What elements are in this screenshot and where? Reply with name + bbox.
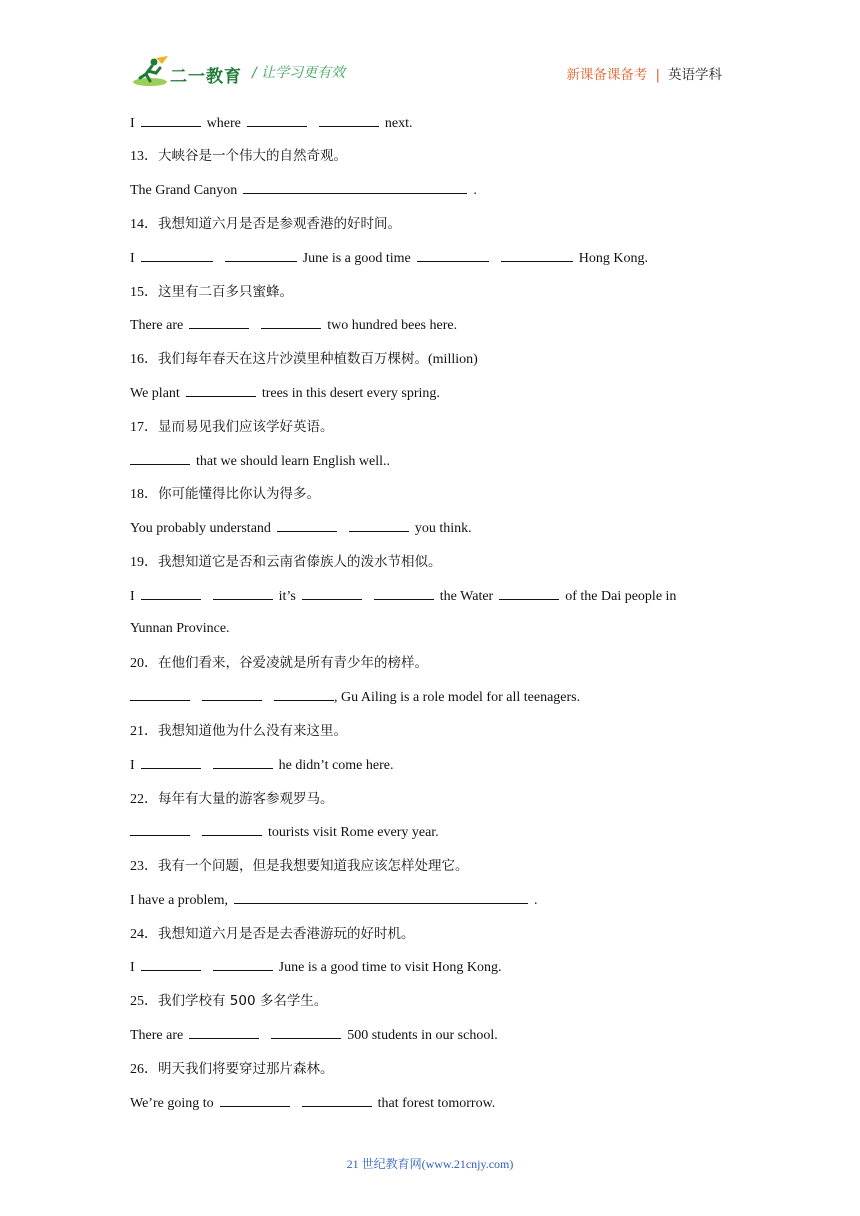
- answer-blank[interactable]: [141, 756, 201, 769]
- question-chinese: 我想知道它是否和云南省傣族人的泼水节相似。: [158, 554, 442, 570]
- line-text: Hong Kong.: [578, 251, 649, 266]
- answer-line-26: [130, 1094, 495, 1113]
- question-17: [130, 418, 334, 437]
- answer-line-19: [130, 587, 676, 606]
- line-text: where: [206, 116, 241, 131]
- logo: [132, 56, 242, 88]
- line-text: I: [130, 758, 135, 773]
- question-15: [130, 283, 293, 302]
- header-subject: [566, 63, 722, 83]
- answer-line-21: [130, 756, 393, 775]
- answer-line-16: [130, 384, 440, 403]
- line-text: .: [533, 893, 538, 908]
- answer-blank[interactable]: [274, 688, 334, 701]
- answer-line-12: [130, 114, 412, 133]
- answer-blank[interactable]: [189, 316, 249, 329]
- line-text: that we should learn English well..: [196, 454, 391, 469]
- question-chinese: 我们每年春天在这片沙漠里种植数百万棵树。: [158, 351, 428, 367]
- line-text: .: [473, 183, 477, 198]
- answer-blank[interactable]: [141, 587, 201, 600]
- line-text: of the Dai people in: [565, 589, 677, 604]
- answer-line-17: [130, 452, 390, 471]
- question-chinese: 大峡谷是一个伟大的自然奇观。: [158, 148, 347, 164]
- question-22: [130, 790, 334, 809]
- line-text: I have a problem,: [130, 893, 228, 908]
- answer-blank[interactable]: [225, 249, 297, 262]
- answer-blank[interactable]: [374, 587, 434, 600]
- line-text: two hundred bees here.: [327, 318, 458, 333]
- answer-blank[interactable]: [141, 249, 213, 262]
- answer-blank[interactable]: [213, 756, 273, 769]
- question-chinese: 在他们看来，谷爱凌就是所有青少年的榜样。: [158, 655, 428, 671]
- header-course-label: 新课备课备考: [566, 67, 648, 83]
- answer-blank[interactable]: [189, 1026, 259, 1039]
- question-number: 13．: [130, 149, 158, 164]
- question-number: 18．: [130, 487, 158, 502]
- answer-blank[interactable]: [319, 114, 379, 127]
- question-chinese: 我们学校有 500 多名学生。: [158, 993, 328, 1009]
- question-18: [130, 485, 320, 504]
- line-text: I: [130, 251, 135, 266]
- question-hint: (million): [428, 352, 478, 367]
- line-text: it’s: [278, 589, 296, 604]
- question-26: [130, 1060, 334, 1079]
- answer-line-22: [130, 823, 439, 842]
- answer-blank[interactable]: [261, 316, 321, 329]
- line-text: tourists visit Rome every year.: [268, 825, 439, 840]
- question-23: [130, 857, 469, 876]
- line-text: next.: [384, 116, 413, 131]
- line-text: the Water: [439, 589, 494, 604]
- question-chinese: 我想知道六月是否是参观香港的好时间。: [158, 216, 401, 232]
- page-header: [0, 0, 860, 100]
- line-text: he didn’t come here.: [278, 758, 394, 773]
- slogan: / 让学习更有效: [252, 65, 346, 81]
- line-text: that forest tomorrow.: [377, 1096, 496, 1111]
- answer-blank[interactable]: [220, 1094, 290, 1107]
- question-20: [130, 654, 428, 673]
- question-number: 19．: [130, 555, 158, 570]
- line-text: There are: [130, 318, 184, 333]
- answer-blank[interactable]: [349, 519, 409, 532]
- answer-line-20: [130, 688, 580, 707]
- question-number: 21．: [130, 724, 158, 739]
- line-text: I: [130, 589, 135, 604]
- answer-line-18: [130, 519, 472, 538]
- question-chinese: 这里有二百多只蜜蜂。: [158, 284, 293, 300]
- line-text: We’re going to: [130, 1096, 214, 1111]
- logo-text: 二一教育: [170, 67, 242, 87]
- question-number: 20．: [130, 656, 158, 671]
- line-text: I: [130, 960, 135, 975]
- answer-line-24: [130, 958, 502, 977]
- question-number: 23．: [130, 859, 158, 874]
- answer-line-25: [130, 1026, 498, 1045]
- answer-blank[interactable]: [247, 114, 307, 127]
- question-number: 22．: [130, 792, 158, 807]
- line-text: Yunnan Province.: [130, 621, 230, 636]
- answer-line-19-cont: [130, 620, 230, 638]
- page-footer[interactable]: 21 世纪教育网(www.21cnjy.com): [346, 1157, 514, 1171]
- question-number: 14．: [130, 217, 158, 232]
- answer-blank[interactable]: [141, 114, 201, 127]
- line-text: trees in this desert every spring.: [261, 386, 440, 401]
- answer-blank[interactable]: [213, 587, 273, 600]
- question-14: [130, 215, 401, 234]
- question-number: 26．: [130, 1062, 158, 1077]
- answer-line-14: [130, 249, 648, 268]
- question-number: 16．: [130, 352, 158, 367]
- line-text: We plant: [130, 386, 180, 401]
- line-text: 500 students in our school.: [347, 1028, 498, 1043]
- line-text: June is a good time: [302, 251, 411, 266]
- answer-blank[interactable]: [130, 823, 190, 836]
- question-number: 24．: [130, 927, 158, 942]
- answer-blank[interactable]: [234, 891, 528, 904]
- answer-line-13: [130, 181, 477, 200]
- question-19: [130, 553, 442, 572]
- question-number: 25．: [130, 994, 158, 1009]
- line-text: , Gu Ailing is a role model for all teenagers.: [334, 690, 581, 705]
- question-25: [130, 992, 327, 1011]
- answer-blank[interactable]: [501, 249, 573, 262]
- line-text: I: [130, 116, 135, 131]
- answer-blank[interactable]: [186, 384, 256, 397]
- question-chinese: 我想知道六月是否是去香港游玩的好时机。: [158, 926, 415, 942]
- answer-blank[interactable]: [141, 958, 201, 971]
- answer-blank[interactable]: [271, 1026, 341, 1039]
- question-chinese: 明天我们将要穿过那片森林。: [158, 1061, 334, 1077]
- runner-logo-icon: [132, 56, 172, 88]
- question-13: [130, 147, 347, 166]
- line-text: you think.: [414, 521, 472, 536]
- answer-blank[interactable]: [202, 688, 262, 701]
- answer-blank[interactable]: [130, 452, 190, 465]
- header-subject-label: 英语学科: [668, 67, 722, 83]
- question-chinese: 显而易见我们应该学好英语。: [158, 419, 334, 435]
- line-text: There are: [130, 1028, 184, 1043]
- answer-line-15: [130, 316, 457, 335]
- question-chinese: 我想知道他为什么没有来这里。: [158, 723, 347, 739]
- question-21: [130, 722, 347, 741]
- question-chinese: 你可能懂得比你认为得多。: [158, 486, 320, 502]
- answer-blank[interactable]: [277, 519, 337, 532]
- question-16: [130, 350, 478, 369]
- answer-blank[interactable]: [130, 688, 190, 701]
- answer-blank[interactable]: [213, 958, 273, 971]
- answer-blank[interactable]: [302, 1094, 372, 1107]
- answer-blank[interactable]: [302, 587, 362, 600]
- line-text: You probably understand: [130, 521, 271, 536]
- answer-line-23: [130, 891, 537, 910]
- question-chinese: 我有一个问题，但是我想要知道我应该怎样处理它。: [158, 858, 469, 874]
- question-24: [130, 925, 415, 944]
- line-text: The Grand Canyon: [130, 183, 238, 198]
- question-number: 15．: [130, 285, 158, 300]
- question-number: 17．: [130, 420, 158, 435]
- header-separator: |: [655, 67, 660, 83]
- answer-blank[interactable]: [243, 181, 467, 194]
- answer-blank[interactable]: [202, 823, 262, 836]
- question-chinese: 每年有大量的游客参观罗马。: [158, 791, 334, 807]
- answer-blank[interactable]: [417, 249, 489, 262]
- line-text: June is a good time to visit Hong Kong.: [278, 960, 502, 975]
- answer-blank[interactable]: [499, 587, 559, 600]
